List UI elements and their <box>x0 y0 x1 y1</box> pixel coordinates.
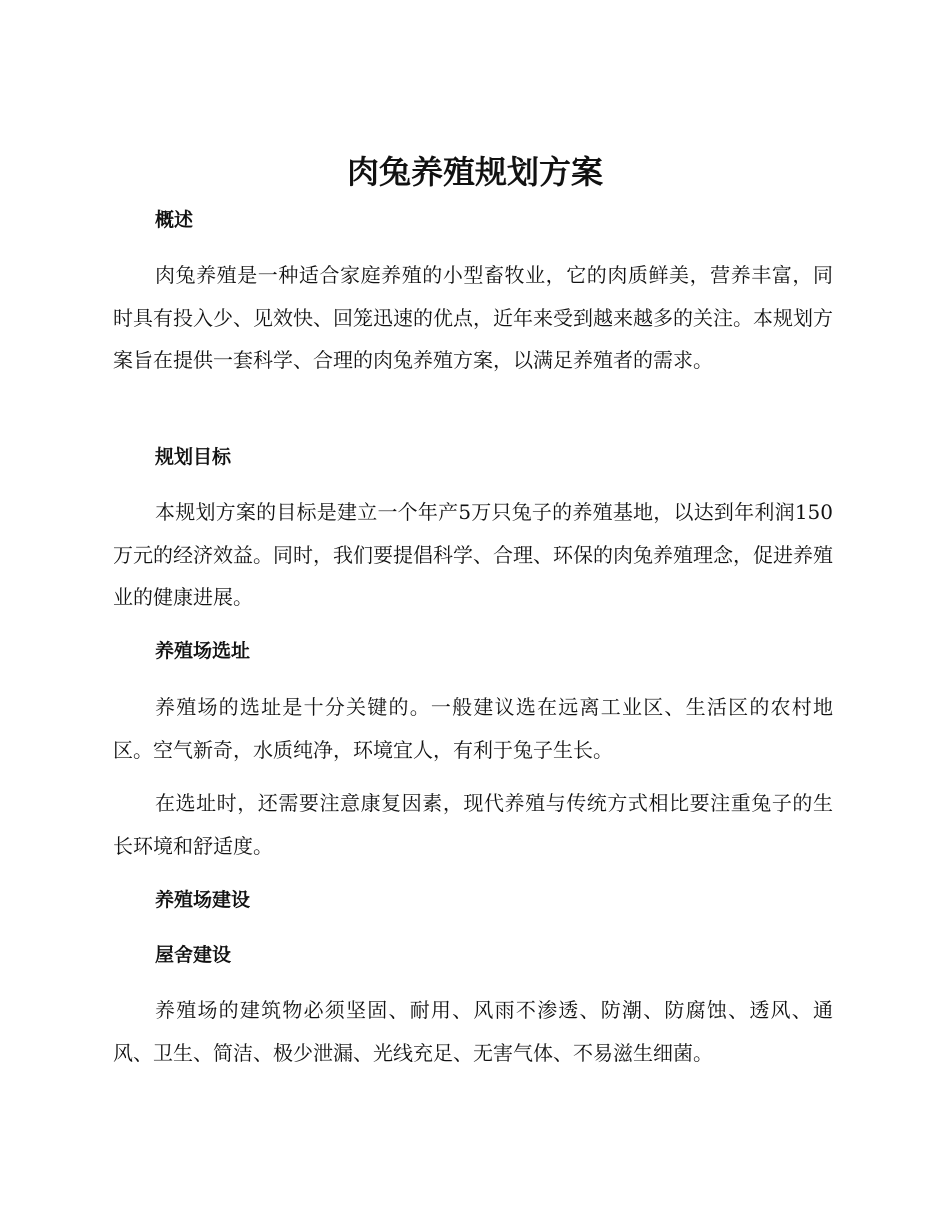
section-heading-site-selection: 养殖场选址 <box>155 640 251 662</box>
section-heading-overview: 概述 <box>155 209 194 231</box>
section-heading-farm-construction: 养殖场建设 <box>155 889 251 911</box>
section-paragraph-site-selection-2: 在选址时，还需要注意康复因素，现代养殖与传统方式相比要注重兔子的生长环境和舒适度。 <box>113 791 833 858</box>
section-paragraph-overview: 肉兔养殖是一种适合家庭养殖的小型畜牧业，它的肉质鲜美，营养丰富，同时具有投入少、见效快、回笼迅速的优点，近年来受到越来越多的关注。本规划方案旨在提供一套科学、合理的肉兔养殖方案，以满足养殖者的需求。 <box>113 263 833 372</box>
document-title: 肉兔养殖规划方案 <box>346 153 603 191</box>
section-heading-goals: 规划目标 <box>155 446 232 468</box>
section-heading-housing-construction: 屋舍建设 <box>155 944 232 966</box>
section-paragraph-housing-construction: 养殖场的建筑物必须坚固、耐用、风雨不渗透、防潮、防腐蚀、透风、通风、卫生、简洁、极少泄漏、光线充足、无害气体、不易滋生细菌。 <box>113 998 833 1065</box>
section-paragraph-goals: 本规划方案的目标是建立一个年产5万只兔子的养殖基地，以达到年利润150万元的经济效益。同时，我们要提倡科学、合理、环保的肉兔养殖理念，促进养殖业的健康进展。 <box>113 500 833 609</box>
section-paragraph-site-selection-1: 养殖场的选址是十分关键的。一般建议选在远离工业区、生活区的农村地区。空气新奇，水质纯净，环境宜人，有利于兔子生长。 <box>113 695 833 762</box>
